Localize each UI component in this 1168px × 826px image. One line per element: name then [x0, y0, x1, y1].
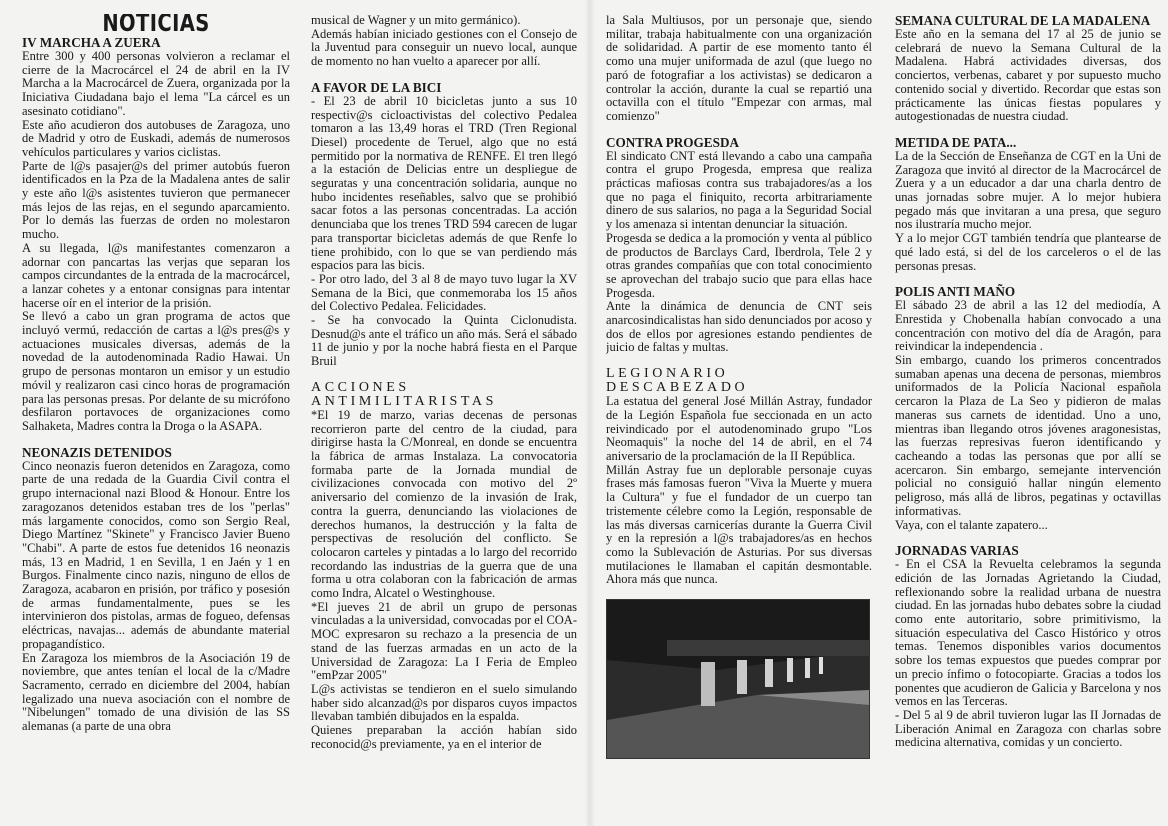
paragraph: - Por otro lado, del 3 al 8 de mayo tuvo lugar la XV Semana de la Bici, que conmemoraba los 15 años del Colectivo Pedalea. Felicidades.: [311, 271, 577, 314]
paragraph: A su llegada, l@s manifestantes comenzaron a adornar con pancartas las verjas que separan los campos circundantes de la entrada de la macrocárcel, a lanzar cohetes y a entonar consignas para intentar hacerse oír en el interior de la prisión.: [22, 240, 290, 310]
paragraph: Sin embargo, cuando los primeros concentrados sumaban apenas una decena de personas, miembros uniformados de la Policía Nacional española cercaron la Plaza de La Seo y pidieron de malas maneras sus carnets de identidad. Uno a uno, mientras iban llegando otros jóvenes aragonesistas, las fuerzas represivas fueron identificando y cacheando a todas las personas que por allí se acercaron. Sin embargo, semejante intervención policial no consiguió hallar ningún elemento peligroso, más allá de libros, pegatinas y octavillas informativas.: [895, 353, 1161, 518]
section-title: LEGIONARIO DESCABEZADO: [606, 366, 749, 396]
section-semana-cultural: [895, 14, 1161, 124]
column-3: [606, 14, 872, 819]
section-bici: [311, 81, 577, 369]
paragraph: L@s activistas se tendieron en el suelo simulando haber sido alcanzad@s por disparos cuyos impactos llevaban también dibujados en la espalda.: [311, 681, 577, 724]
paragraph: Además habían iniciado gestiones con el Consejo de la Juventud para conseguir un nuevo local, aunque de momento no han vuelto a aparecer por allí.: [311, 26, 577, 69]
paragraph: Cinco neonazis fueron detenidos en Zaragoza, como parte de una redada de la Guardia Civil contra el grupo internacional nazi Blood & Honour. Entre los zaragozanos detenidos estaban tres de los "perlas" más largamente conocidos, como son Sergio Real, Diego Martínez "Skinete" y Francisco Javier Bueno "Chabi". A parte de estos fue detenidos 16 neonazis más, 13 en Madrid, 1 en Sevilla, 1 en Jaén y 1 en Burgos. Finalmente cinco nazis, ninguno de ellos de Zaragoza, acabaron en prisión, por tráfico y posesión de armas fundamentalmente, pues se les intervinieron dos pistolas, armas de fogueo, defensas eléctricas, navajas... además de abundante material propagandístico.: [22, 458, 290, 651]
paragraph: *El jueves 21 de abril un grupo de personas vinculadas a la universidad, convocadas por el COA-MOC expresaron su rechazo a la presencia de un stand de las fuerzas armadas en un acto de la Universidad de Zaragoza: La I Feria de Empleo "emPzar 2005": [311, 599, 577, 683]
paragraph: Y a lo mejor CGT también tendría que plantearse de qué lado está, si del de los carceleros o el de las personas presas.: [895, 231, 1161, 273]
paragraph: la Sala Multiusos, por un personaje que, siendo militar, trabaja habitualmente con una organización de solidaridad. A partir de ese momento tanto él como una mujer uniformada de azul (que luego no paró de fotografiar a los activistas) se dedicaron a controlar la acción, durante la cual se repartió una octavilla con el título "Empezar con armas, mal comienzo": [606, 14, 872, 123]
paragraph: Se llevó a cabo un gran programa de actos que incluyó vermú, redacción de cartas a l@s pres@s y actuaciones musicales diversas, además de la novedad de la autodenominada Radio Hawai. Un grupo de personas montaron un emisor y un estudio móvil y realizaron casi cinco horas de programación para las personas presas. Por delante de su micrófono desfilaron portavoces de organizaciones como Salhaketa, Madres contra la Droga o la ASAPA.: [22, 309, 290, 433]
masthead: NOTICIAS: [102, 14, 210, 37]
column-1: [22, 14, 290, 819]
paragraph: Quienes preparaban la acción habían sido reconocid@s previamente, ya en el interior de: [311, 723, 577, 751]
section-neonazis-cont: [311, 14, 577, 69]
paragraph: Progesda se dedica a la promoción y venta al público de productos de Barclays Card, Iberdrola, Tele 2 y otras grandes compañías que con total conocimiento se aprovechan del trabajo sucio que para ellas hace Progesda.: [606, 230, 872, 300]
paragraph: La de la Sección de Enseñanza de CGT en la Uni de Zaragoza que invitó al director de la Macrocárcel de Zuera y a un educador a dar una charla dentro de unas jornadas sobre mujer. A lo mejor hubiera pegado más que invitaran a una presa, que seguro nos ilustraría mucho mejor.: [895, 148, 1161, 232]
section-antimilitaristas: [311, 381, 577, 752]
paragraph: - En el CSA la Revuelta celebramos la segunda edición de las Jornadas Agrietando la Ciudad, reflexionando sobre la realidad urbana de nuestra ciudad. En las jornadas hubo debates sobre la ciudad como ente autoritario, sobre primitivismo, la situación especulativa del Casco Histórico y otros temas. Tenemos disponibles varios documentos sobre los temas expuestos que puedes comprar por un precio ínfimo o fotocopiarte. Gracias a todos los ponentes que acudieron de Galicia y Barcelona y nos vemos en las Terceras.: [895, 557, 1161, 709]
column-4: [895, 14, 1161, 819]
section-title: CONTRA PROGESDA: [606, 134, 739, 150]
paragraph: *El 19 de marzo, varias decenas de personas recorrieron parte del centro de la ciudad, para dirigirse hasta la C/Monreal, en donde se encuentra la fábrica de armas Instalaza. La convocatoria formaba parte de la Jornada mundial de civilizaciones convocada con motivo del 2º aniversario del comienzo de la invasión de Irak, contra la guerra, denunciando las violaciones de derechos humanos, la destrucción y la falta de perspectivas de resolución del conflicto. Se colocaron carteles y pintadas a lo largo del recorrido recordando las industrias de la guerra que de una forma u otra colaboran con la fabricación de armas como Indra, Alcatel o Westinghouse.: [311, 407, 577, 601]
section-neonazis: [22, 446, 290, 734]
paragraph: - Se ha convocado la Quinta Ciclonudista. Desnud@s ante el tráfico un año más. Será el sábado 11 de junio y por la noche habrá fiesta en el Parque Bruil: [311, 313, 577, 369]
paragraph: musical de Wagner y un mito germánico).: [311, 14, 521, 27]
section-title: SEMANA CULTURAL DE LA MADALENA: [895, 14, 1151, 28]
paragraph: Ante la dinámica de denuncia de CNT seis anarcosindicalistas han sido denunciados por acoso y dos de ellos por agresiones estando pendientes de juicio de faltas y multas.: [606, 299, 872, 355]
section-polis-anti-mano: [895, 285, 1161, 532]
section-title: METIDA DE PATA...: [895, 134, 1017, 150]
paragraph: Este año en la semana del 17 al 25 de junio se celebrará de nuevo la Semana Cultural de la Madalena. Habrá actividades diversas, dos conciertos, verbenas, cabaret y por supuesto mucho contenido social y divertido. Recordar que estas son prácticamente las únicas fiestas populares y autogestionadas de nuestra ciudad.: [895, 27, 1161, 124]
section-progesda: [606, 136, 872, 356]
paragraph: - El 23 de abril 10 bicicletas junto a sus 10 respectiv@s cicloactivistas del colectivo Pedalea tomaron a las 13,49 horas el TRD (Tren Regional Diesel) procedente de Teruel, algo que no está permitido por la normativa de RENFE. El tren llegó a la estación de Delicias entre un despliegue de seguratas y una concentración solidaria, aunque no hubo incidentes reseñables, salvo que se prohibió sacar fotos a las personas concentradas. La acción denunciaba que los trenes TRD 594 carecen de lugar para transportar bicicletas además de que Renfe lo tiene prohibido, con lo que se van perdiendo más espacios para las bicis.: [311, 93, 577, 273]
paragraph: Este año acudieron dos autobuses de Zaragoza, uno de Madrid y otro de Euskadi, además de numerosos vehículos particulares y varios ciclistas.: [22, 117, 290, 159]
section-title: NEONAZIS DETENIDOS: [22, 444, 172, 460]
section-title: ACCIONES ANTIMILITARISTAS: [311, 379, 498, 409]
section-title: POLIS ANTI MAÑO: [895, 284, 1016, 300]
underpass-image: [607, 600, 869, 758]
section-title: JORNADAS VARIAS: [895, 543, 1019, 559]
page-fold: [585, 0, 595, 826]
section-title: A FAVOR DE LA BICI: [311, 79, 442, 95]
paragraph: Parte de l@s pasajer@s del primer autobús fueron identificados en la Pza de la Madalena antes de salir y este año l@s asistentes tuvieron que permanecer más lejos de las rejas, en el segundo aparcamiento. Por lo demás las fuerzas de orden no molestaron mucho.: [22, 158, 290, 242]
paragraph: El sindicato CNT está llevando a cabo una campaña contra el grupo Progesda, empresa que realiza prácticas mafiosas contra sus trabajadores/as a los que no paga el finiquito, recorta arbitrariamente dinero de sus salarios, no paga a la Seguridad Social y los amenaza si intentan denunciar la situación.: [606, 148, 872, 232]
paragraph: Entre 300 y 400 personas volvieron a reclamar el cierre de la Macrocárcel el 24 de abril en la IV Marcha a la Macrocárcel de Zuera, organizada por la Iniciativa Ciudadana bajo el lema "La cárcel es un asesinato cotidiano".: [22, 49, 290, 118]
paragraph: - Del 5 al 9 de abril tuvieron lugar las II Jornadas de Liberación Animal en Zaragoza con charlas sobre medicina alternativa, comidas y un concierto.: [895, 707, 1161, 750]
photo-underpass: [606, 599, 870, 759]
paragraph: La estatua del general José Millán Astray, fundador de la Legión Española fue seccionada en un acto reivindicado por el autodenominado grupo "Los Neomaquis" la noche del 14 de abril, en el 74 aniversario de la proclamación de la II República.: [606, 394, 872, 463]
section-antimilitaristas-cont: [606, 14, 872, 124]
section-title: IV MARCHA A ZUERA: [22, 35, 161, 50]
column-2: [311, 14, 577, 819]
section-jornadas-varias: [895, 544, 1161, 750]
paragraph: Vaya, con el talante zapatero...: [895, 517, 1048, 532]
paragraph: El sábado 23 de abril a las 12 del mediodía, A Enrestida y Chobenalla habían convocado a una concentración con motivo del día de Aragón, para reivindicar la independencia .: [895, 298, 1161, 354]
paragraph: En Zaragoza los miembros de la Asociación 19 de noviembre, que antes tenían el local de la c/Madre Sacramento, cerrado en diciembre del 2004, habían legalizado una nueva asociación con el nombre de "Nibelungen" tomado de una división de las SS alemanas (a parte de una obra: [22, 650, 290, 734]
section-metida-de-pata: [895, 136, 1161, 273]
section-marcha-zuera: [22, 36, 290, 434]
section-legionario: [606, 367, 872, 587]
paragraph: Millán Astray fue un deplorable personaje cuyas frases más famosas fueron "Viva la Muerte y muera la Cultura" y fue el fundador de un cuerpo tan tristemente célebre como la Legión, responsable de las más diversas carnicerías durante la Guerra Civil y en la represión a l@s trabajadores/as en hechos como la Sublevación de Asturias. Por sus diversas mutilaciones le llamaban el capitán desmontable. Ahora más que nunca.: [606, 462, 872, 587]
